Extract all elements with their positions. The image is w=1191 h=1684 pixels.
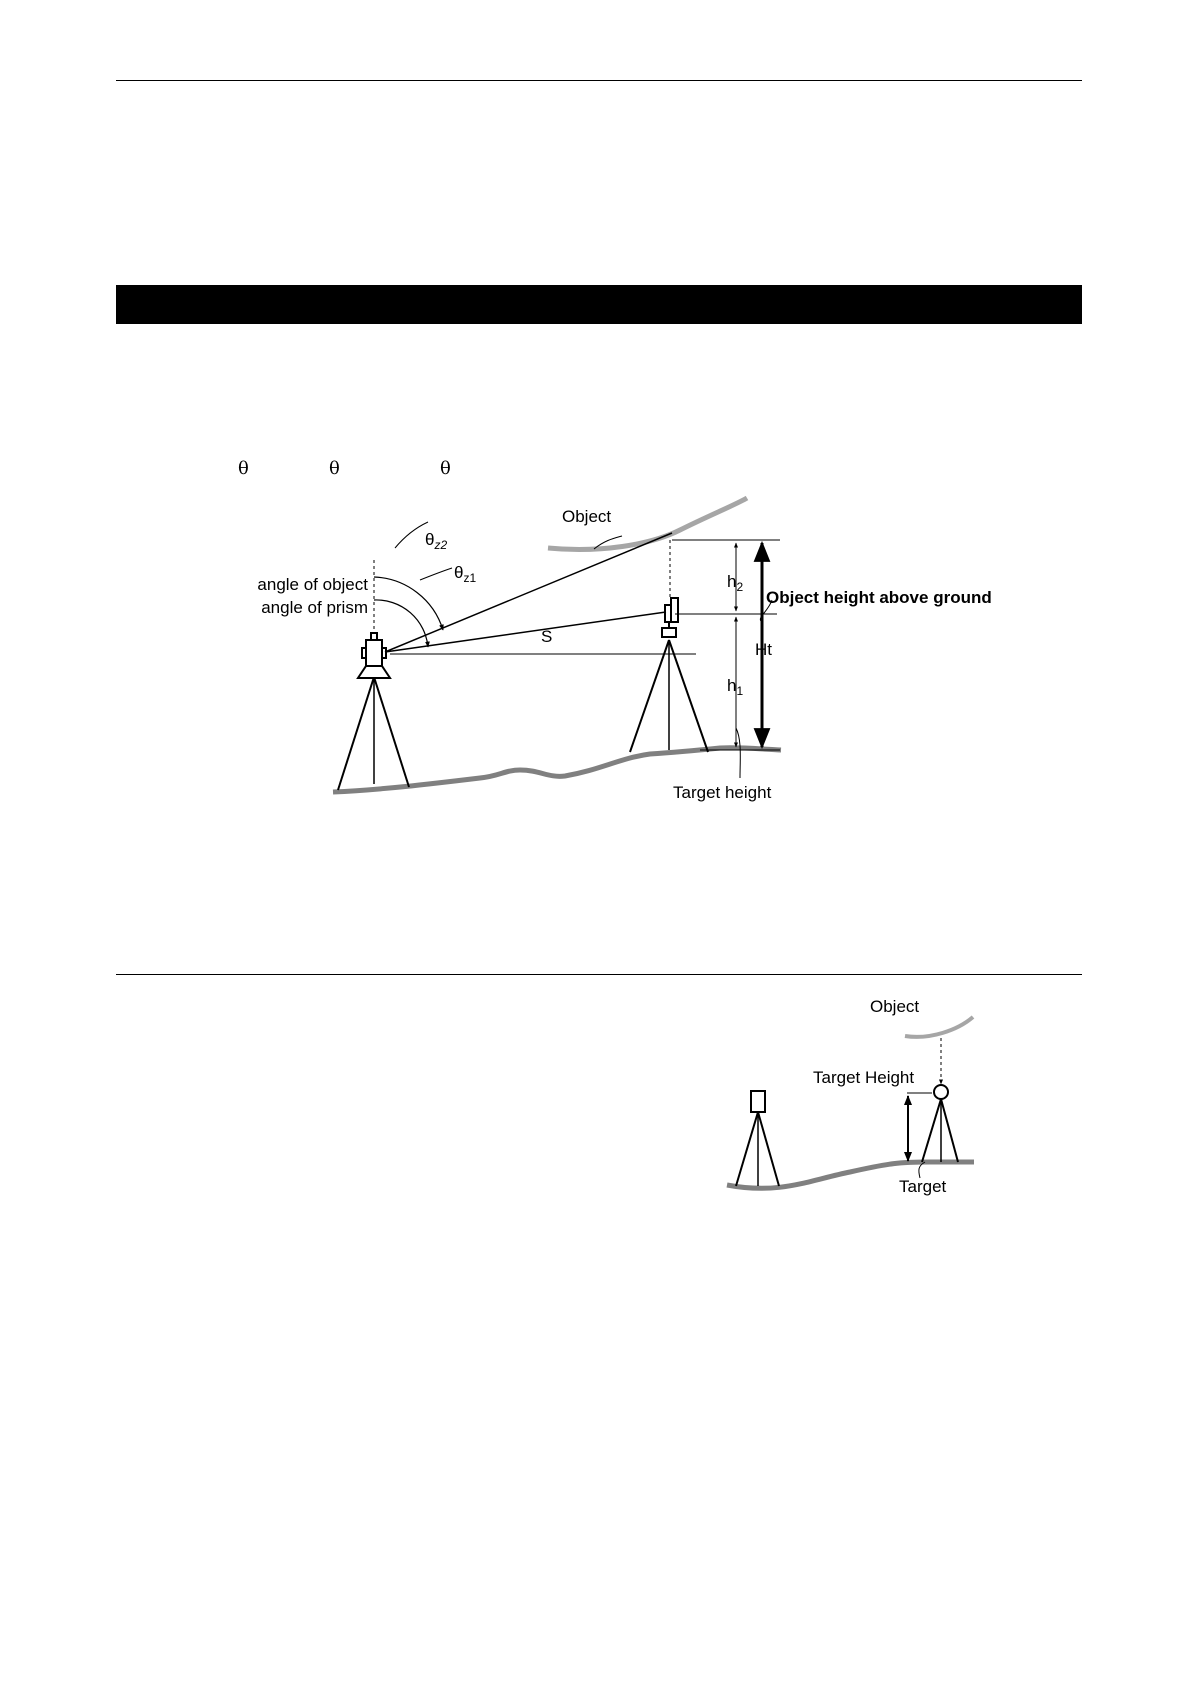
angle-of-object-label: angle of object — [257, 575, 368, 594]
theta-z2-label: $\theta_{z2}$ — [425, 530, 448, 552]
object-curve-2 — [905, 1017, 973, 1037]
diagram-target-setup — [727, 997, 974, 1196]
h2-label: $h_2$ — [727, 572, 744, 594]
target-tripod-2 — [922, 1085, 958, 1162]
target-height-label: Target height — [673, 783, 772, 802]
theta-symbol-3: θ — [440, 458, 451, 479]
prism-tripod — [630, 598, 708, 752]
target-label-2: Target — [899, 1177, 947, 1196]
slope-distance-label: S — [541, 627, 553, 646]
ht-label: Ht — [755, 640, 772, 659]
object-height-label: Object height above ground — [766, 588, 992, 607]
instrument-tripod-2 — [736, 1091, 779, 1186]
theta-symbol-1: θ — [238, 458, 249, 479]
object-label: Object — [562, 507, 612, 526]
theta-symbol-2: θ — [329, 458, 340, 479]
target-height-label-2: Target Height — [813, 1068, 915, 1087]
diagram-remote-elevation — [257, 498, 991, 802]
theta-z1-label: $\theta_{z1}$ — [454, 563, 477, 585]
instrument-tripod — [338, 633, 409, 790]
h1-label: $h_1$ — [727, 676, 744, 698]
angle-of-prism-label: angle of prism — [261, 598, 368, 617]
object-label-2: Object — [870, 997, 920, 1016]
